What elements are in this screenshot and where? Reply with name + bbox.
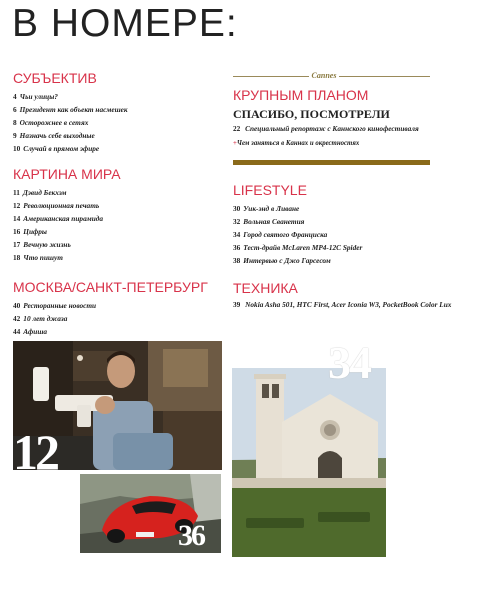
page-number: 34 — [233, 230, 241, 239]
page-number: 38 — [233, 256, 241, 265]
page-number: 39 — [233, 300, 241, 309]
toc-item-title: Тест-драйв McLaren MP4-12C Spider — [243, 243, 363, 252]
toc-item-title: Интервью с Джо Гарсесом — [243, 256, 331, 265]
toc-item[interactable] — [13, 312, 228, 325]
toc-item[interactable] — [13, 103, 223, 116]
toc-item[interactable] — [13, 251, 223, 264]
toc-item-title: Американская пирамида — [23, 214, 104, 223]
toc-list — [233, 202, 443, 267]
toc-item[interactable] — [13, 90, 223, 103]
toc-item[interactable] — [13, 212, 223, 225]
section-heading: LIFESTYLE — [233, 182, 307, 198]
toc-item-title: Город святого Франциска — [243, 230, 328, 239]
section-closeup — [233, 87, 433, 147]
toc-item[interactable] — [13, 325, 228, 338]
tech-desc-text: Nokia Asha 501, HTC First, Acer Iconia W3, PocketBook Color Lux — [245, 300, 452, 309]
section-heading: МОСКВА/САНКТ-ПЕТЕРБУРГ — [13, 279, 208, 295]
toc-item-title: 10 лет джаза — [23, 314, 68, 323]
toc-item[interactable] — [233, 215, 443, 228]
toc-item-title: Вечную жизнь — [23, 240, 71, 249]
page-number: 12 — [13, 201, 21, 210]
page-number: 11 — [13, 188, 20, 197]
page-number: 30 — [233, 204, 241, 213]
toc-item[interactable] — [13, 142, 223, 155]
page-number-overlay: 36 — [178, 519, 204, 552]
cannes-logo-text: Cannes — [311, 70, 337, 80]
toc-item-title: Афиша — [23, 327, 48, 336]
section-tech — [233, 280, 453, 310]
cannes-bottom-bar — [233, 160, 430, 165]
toc-item-title: Ресторанные новости — [23, 301, 97, 310]
page-number: 32 — [233, 217, 241, 226]
page-number: 9 — [13, 131, 17, 140]
toc-list — [13, 186, 223, 264]
page-number: 42 — [13, 314, 21, 323]
toc-item[interactable] — [233, 254, 443, 267]
toc-item[interactable] — [13, 129, 223, 142]
page-number: 4 — [13, 92, 17, 101]
toc-item[interactable] — [13, 225, 223, 238]
toc-item-title: Что пишут — [23, 253, 63, 262]
toc-item-title: Вольная Сванетия — [243, 217, 305, 226]
closeup-extra-text: Чем заняться в Каннах и окрестностях — [236, 140, 360, 147]
section-world — [13, 166, 223, 264]
page-number: 14 — [13, 214, 21, 223]
section-heading: СУБЪЕКТИВ — [13, 70, 97, 86]
section-subjective — [13, 70, 223, 155]
cannes-logo — [309, 68, 339, 82]
page-number-overlay: 34 — [328, 337, 370, 388]
closeup-desc-text: Специальный репортаж с Каннского кинофестиваля — [245, 124, 419, 133]
toc-item-title: Чьи улицы? — [19, 92, 58, 101]
page-number: 36 — [233, 243, 241, 252]
tech-description[interactable] — [233, 300, 453, 310]
section-heading: КАРТИНА МИРА — [13, 166, 121, 182]
page-number: 8 — [13, 118, 17, 127]
closeup-extra[interactable] — [233, 140, 433, 147]
toc-item[interactable] — [13, 238, 223, 251]
toc-item-title: Осторожнее в сетях — [19, 118, 89, 127]
closeup-description[interactable] — [233, 124, 433, 133]
plus-icon: + — [233, 140, 237, 147]
toc-item-title: Уик-энд в Ливане — [243, 204, 300, 213]
toc-item-title: Президент как объект насмешек — [19, 105, 128, 114]
page-number: 44 — [13, 327, 21, 336]
section-lifestyle — [233, 182, 443, 267]
section-heading: ТЕХНИКА — [233, 280, 298, 296]
toc-item[interactable] — [233, 241, 443, 254]
page-number: 40 — [13, 301, 21, 310]
closeup-subtitle: СПАСИБО, ПОСМОТРЕЛИ — [233, 107, 390, 121]
page-number: 16 — [13, 227, 21, 236]
toc-item-title: Назначь себе выходные — [19, 131, 95, 140]
page-number: 10 — [13, 144, 21, 153]
toc-item[interactable] — [13, 116, 223, 129]
toc-item-title: Цифры — [23, 227, 47, 236]
toc-item[interactable] — [233, 228, 443, 241]
toc-item-title: Революционная печать — [23, 201, 100, 210]
toc-item[interactable] — [13, 299, 228, 312]
toc-item[interactable] — [233, 202, 443, 215]
page-number: 22 — [233, 124, 241, 133]
page-number-overlay: 12 — [13, 424, 57, 480]
toc-item-title: Дэвид Бекхэм — [22, 188, 67, 197]
section-heading: КРУПНЫМ ПЛАНОМ — [233, 87, 369, 103]
toc-list — [13, 90, 223, 155]
page-number: 17 — [13, 240, 21, 249]
page-number: 6 — [13, 105, 17, 114]
toc-item-title: Случай в прямом эфире — [23, 144, 100, 153]
toc-list — [13, 299, 228, 338]
toc-item[interactable] — [13, 199, 223, 212]
page-title: В НОМЕРЕ: — [12, 2, 238, 45]
page-number: 18 — [13, 253, 21, 262]
section-moscow — [13, 279, 228, 338]
toc-item[interactable] — [13, 186, 223, 199]
